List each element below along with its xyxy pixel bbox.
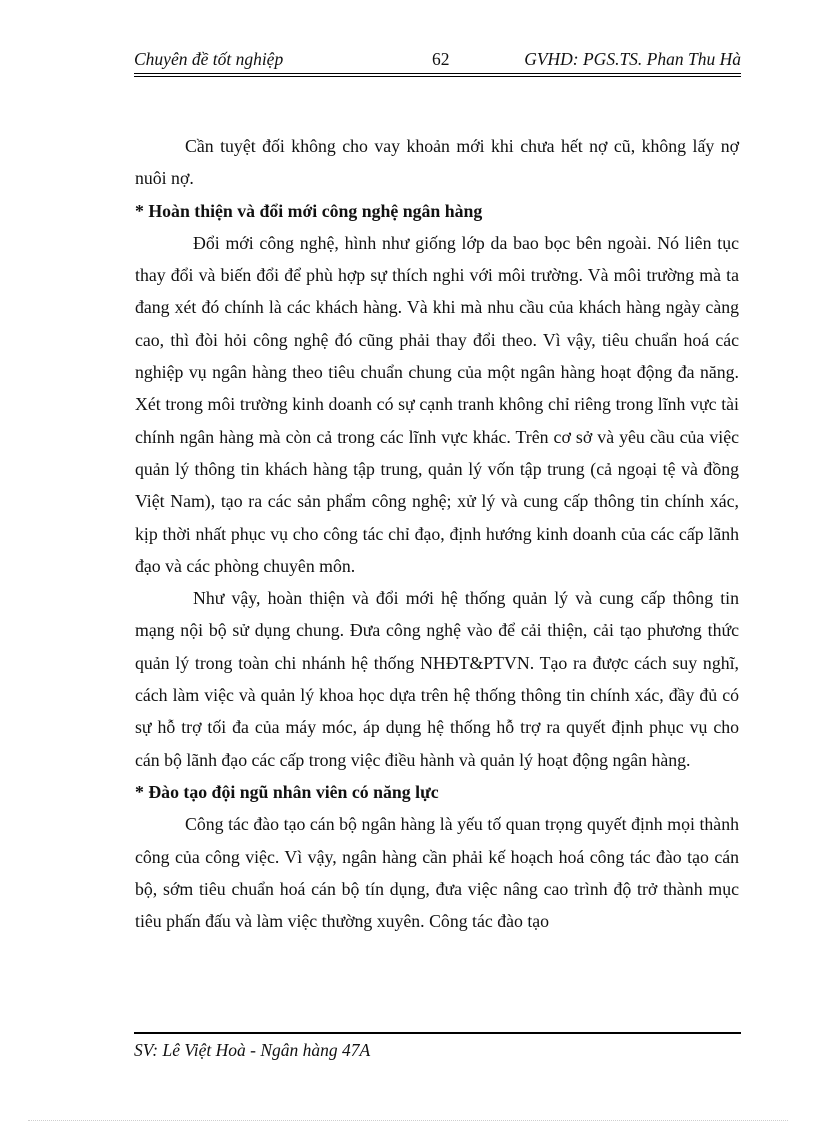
section-heading-staff-training: * Đào tạo đội ngũ nhân viên có năng lực	[135, 781, 439, 802]
page-edge-divider	[28, 1120, 788, 1121]
header-supervisor: GVHD: PGS.TS. Phan Thu Hà	[524, 49, 741, 69]
page-footer: SV: Lê Việt Hoà - Ngân hàng 47A	[134, 1040, 371, 1060]
document-body	[135, 130, 739, 937]
header-rule	[134, 73, 741, 77]
paragraph-loan-policy: Cần tuyệt đối không cho vay khoản mới khi chưa hết nợ cũ, không lấy nợ nuôi nợ.	[135, 136, 739, 189]
header-document-title: Chuyên đề tốt nghiệp	[134, 49, 284, 69]
footer-rule	[134, 1032, 741, 1034]
header-page-number: 62	[432, 49, 450, 69]
paragraph-staff-training: Công tác đào tạo cán bộ ngân hàng là yếu tố quan trọng quyết định mọi thành công của công việc. Vì vậy, ngân hàng cần phải kế hoạch hoá công tác đào tạo cán bộ, sớm tiêu chuẩn hoá cán bộ tín dụng, đưa việc nâng cao trình độ trở thành mục tiêu phấn đấu và làm việc thường xuyên. Công tác đào tạo	[135, 814, 739, 932]
page-header	[134, 49, 741, 71]
paragraph-management-system: Như vậy, hoàn thiện và đổi mới hệ thống quản lý và cung cấp thông tin mạng nội bộ sử dụng chung. Đưa công nghệ vào để cải thiện, cải tạo phương thức quản lý trong toàn chi nhánh hệ thống NHĐT&PTVN. Tạo ra được cách suy nghĩ, cách làm việc và quản lý khoa học dựa trên hệ thống thông tin chính xác, đầy đủ có sự hỗ trợ tối đa của máy móc, áp dụng hệ thống hỗ trợ ra quyết định phục vụ cho cán bộ lãnh đạo các cấp trong việc điều hành và quản lý hoạt động ngân hàng.	[135, 588, 739, 770]
section-heading-technology: * Hoàn thiện và đổi mới công nghệ ngân hàng	[135, 200, 483, 221]
paragraph-technology-renewal: Đổi mới công nghệ, hình như giống lớp da bao bọc bên ngoài. Nó liên tục thay đổi và biến đổi để phù hợp sự thích nghi với môi trường. Và môi trường mà ta đang xét đó chính là các khách hàng. Và khi mà nhu cầu của khách hàng ngày càng cao, thì đòi hỏi công nghệ đó cũng phải thay đổi theo. Vì vậy, tiêu chuẩn hoá các nghiệp vụ ngân hàng theo tiêu chuẩn chung của một ngân hàng hoạt động đa năng. Xét trong môi trường kinh doanh có sự cạnh tranh không chỉ riêng trong lĩnh vực tài chính ngân hàng mà còn cả trong các lĩnh vực khác. Trên cơ sở và yêu cầu của việc quản lý thông tin khách hàng tập trung, quản lý vốn tập trung (cả ngoại tệ và đồng Việt Nam), tạo ra các sản phẩm công nghệ; xử lý và cung cấp thông tin chính xác, kịp thời nhất phục vụ cho công tác chỉ đạo, định hướng kinh doanh của các cấp lãnh đạo và các phòng chuyên môn.	[135, 232, 739, 576]
